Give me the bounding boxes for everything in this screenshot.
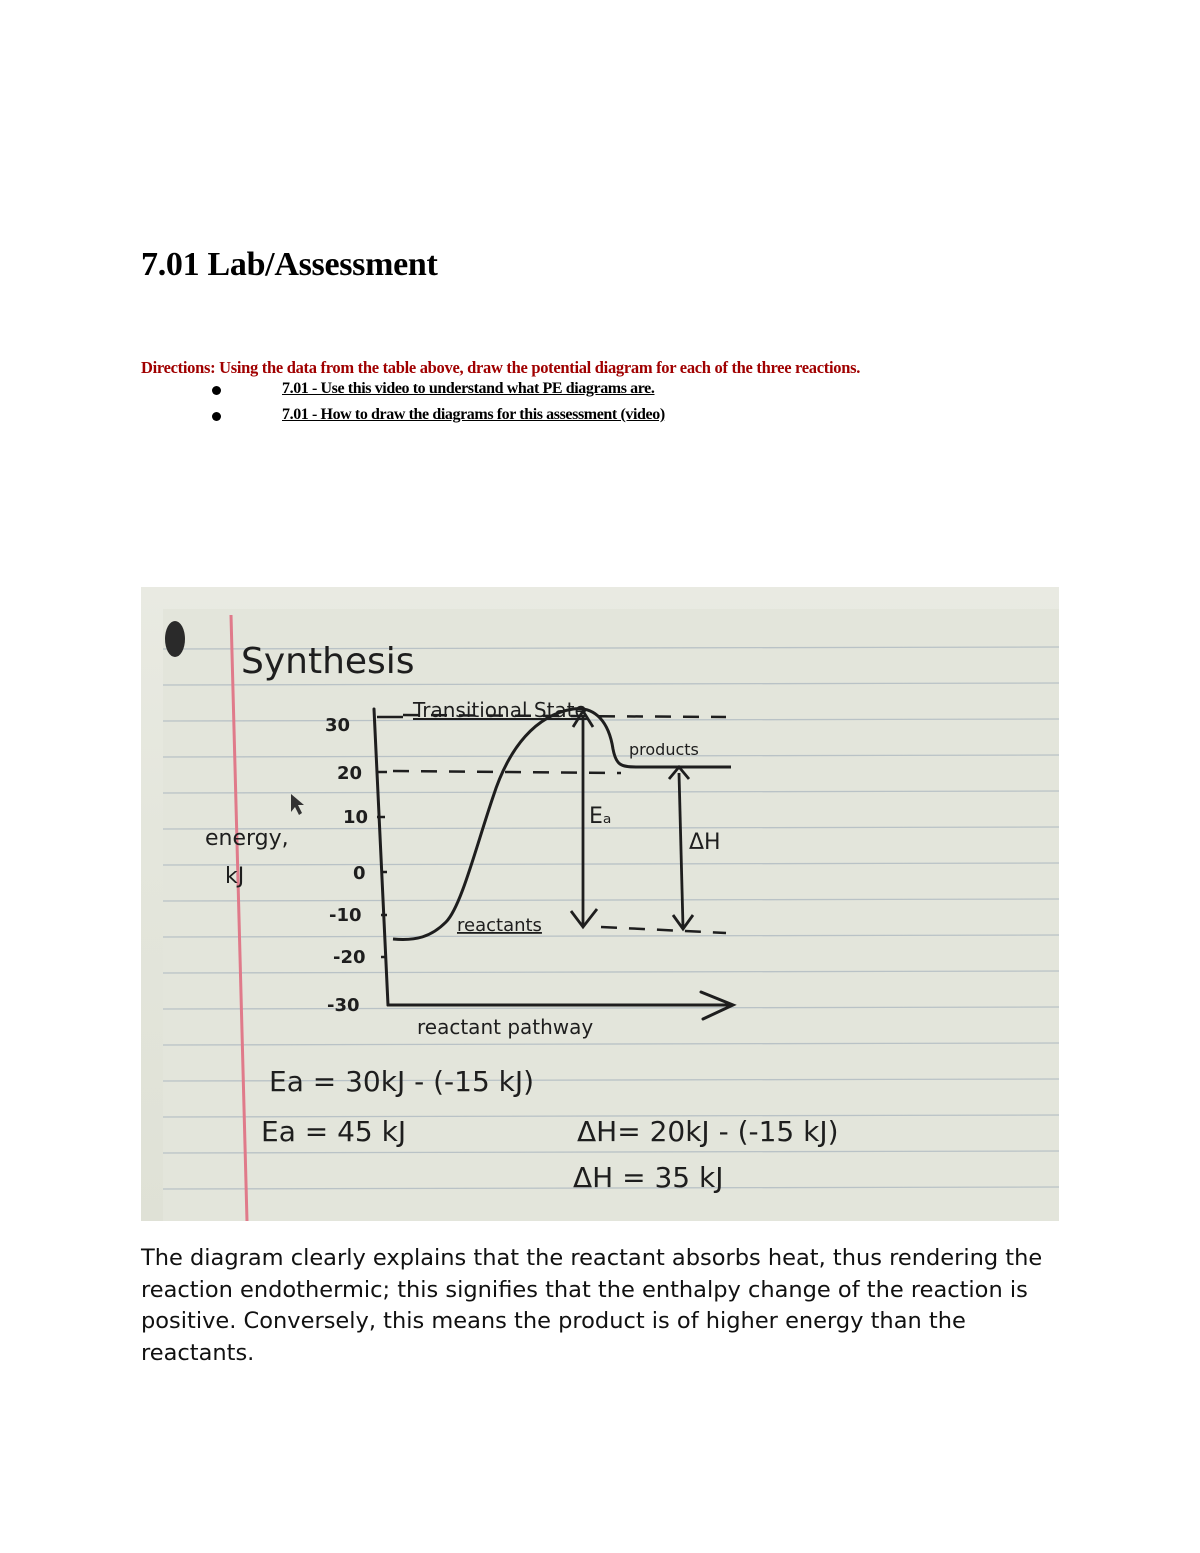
y-tick-label: -10 — [329, 905, 362, 926]
ea-label: Eₐ — [589, 804, 612, 829]
y-tick-label: 30 — [325, 715, 351, 736]
notebook-paper-drawing — [141, 587, 1059, 1221]
diagram-title: Synthesis — [241, 641, 415, 682]
ea-calculation-2: Ea = 45 kJ — [261, 1115, 407, 1148]
directions-text: Directions: Using the data from the table above, draw the potential diagram for each of the three reactions. — [141, 358, 861, 377]
punch-hole — [165, 621, 185, 657]
y-tick-label: -30 — [327, 995, 360, 1016]
conclusion-paragraph: The diagram clearly explains that the reactant absorbs heat, thus rendering the reaction endothermic; this signifies that the enthalpy change of the reaction is positive. Conversely, this means the product is of higher energy than the reactants. — [141, 1245, 1043, 1366]
transition-state-label: Transitional State — [413, 698, 587, 722]
bullet-icon — [212, 386, 221, 395]
y-tick-label: 20 — [337, 763, 363, 784]
page-title: 7.01 Lab/Assessment — [141, 246, 438, 283]
reactants-label: reactants — [457, 915, 542, 936]
y-axis-label-units: kJ — [225, 864, 245, 889]
ea-calculation-1: Ea = 30kJ - (-15 kJ) — [269, 1065, 535, 1098]
dh-label: ΔH — [689, 830, 721, 855]
how-to-draw-video-link[interactable]: 7.01 - How to draw the diagrams for this assessment (video) — [282, 406, 665, 423]
products-label: products — [629, 740, 699, 759]
dh-calculation-1: ΔH= 20kJ - (-15 kJ) — [577, 1115, 839, 1148]
bullet-icon — [212, 412, 221, 421]
handwritten-diagram-photo — [141, 587, 1059, 1221]
y-tick-label: -20 — [333, 947, 366, 968]
y-tick-label: 10 — [343, 807, 369, 828]
dh-calculation-2: ΔH = 35 kJ — [573, 1161, 724, 1194]
y-axis-label-energy: energy, — [205, 826, 289, 851]
x-axis-label: reactant pathway — [417, 1015, 594, 1039]
list-item — [0, 406, 900, 428]
y-tick-label: 0 — [353, 863, 366, 884]
list-item — [0, 380, 900, 402]
pe-diagram-video-link[interactable]: 7.01 - Use this video to understand what PE diagrams are. — [282, 380, 655, 397]
